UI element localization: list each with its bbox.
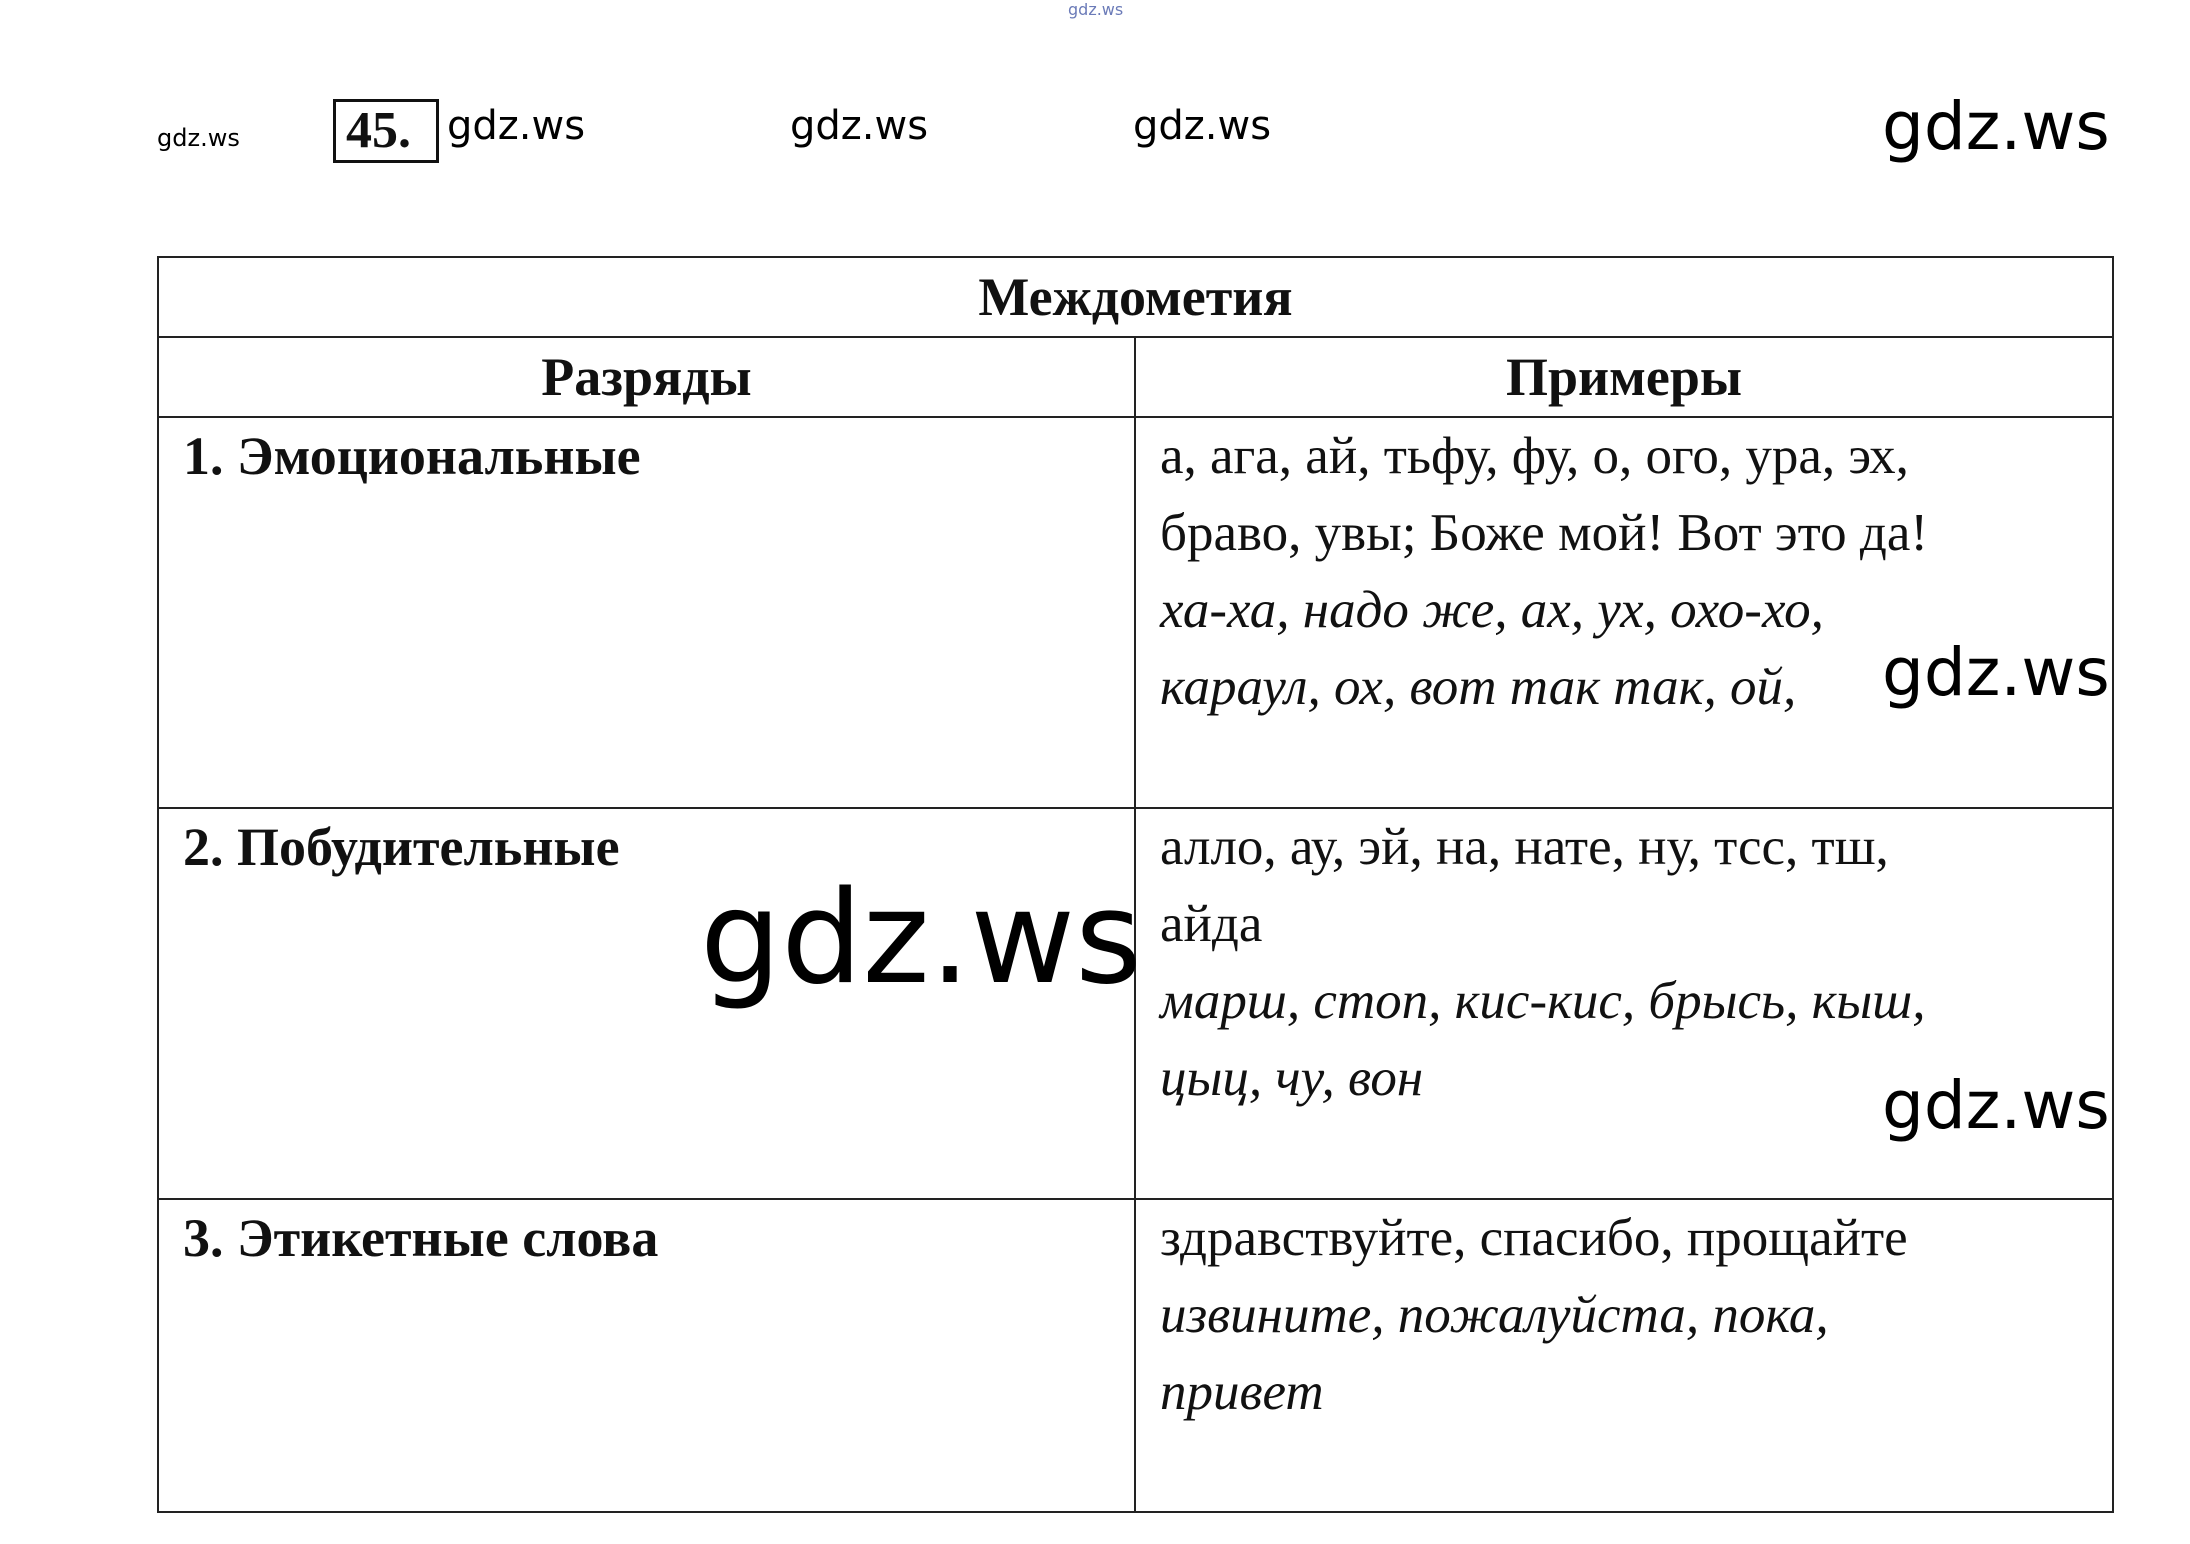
examples-cell (1135, 1199, 2113, 1512)
category-cell: 1. Эмоциональные (158, 417, 1135, 808)
watermark-huge-center: gdz.ws (700, 864, 1142, 1013)
example-line-italic: привет (1160, 1363, 1324, 1421)
watermark-mid-1: gdz.ws (447, 103, 586, 149)
category-cell: 2. Побудительные (158, 808, 1135, 1199)
example-line: здравствуйте, спасибо, прощайте (1160, 1209, 1908, 1267)
table-row (158, 1199, 2113, 1512)
example-line-italic: марш, стоп, кис-кис, брысь, кыш, (1160, 972, 1926, 1030)
column-header-examples: Примеры (1135, 337, 2113, 417)
table-row (158, 417, 2113, 808)
watermark-top: gdz.ws (1068, 0, 1124, 19)
watermark-big-right-2: gdz.ws (1882, 1067, 2110, 1144)
watermark-big-top-right: gdz.ws (1882, 88, 2110, 165)
column-header-categories: Разряды (158, 337, 1135, 417)
watermark-small-left: gdz.ws (157, 124, 240, 152)
examples-cell (1135, 417, 2113, 808)
example-line-italic: извините, пожалуйста, пока, (1160, 1286, 1829, 1344)
example-line: алло, ау, эй, на, нате, ну, тсс, тш, (1160, 818, 1889, 876)
watermark-mid-3: gdz.ws (1133, 103, 1272, 149)
table-title: Междометия (158, 257, 2113, 337)
category-cell: 3. Этикетные слова (158, 1199, 1135, 1512)
task-number-box: 45. (333, 99, 439, 163)
example-line: браво, увы; Боже мой! Вот это да! (1160, 504, 1929, 562)
example-line-italic: цыц, чу, вон (1160, 1049, 1424, 1107)
watermark-mid-2: gdz.ws (790, 103, 929, 149)
example-line-italic: ха-ха, надо же, ах, ух, охо-хо, (1160, 581, 1824, 639)
example-line-italic: караул, ох, вот так так, ой, (1160, 658, 1797, 716)
watermark-big-right-1: gdz.ws (1882, 634, 2110, 711)
example-line: айда (1160, 895, 1263, 953)
example-line: а, ага, ай, тьфу, фу, о, ого, ура, эх, (1160, 427, 1909, 485)
